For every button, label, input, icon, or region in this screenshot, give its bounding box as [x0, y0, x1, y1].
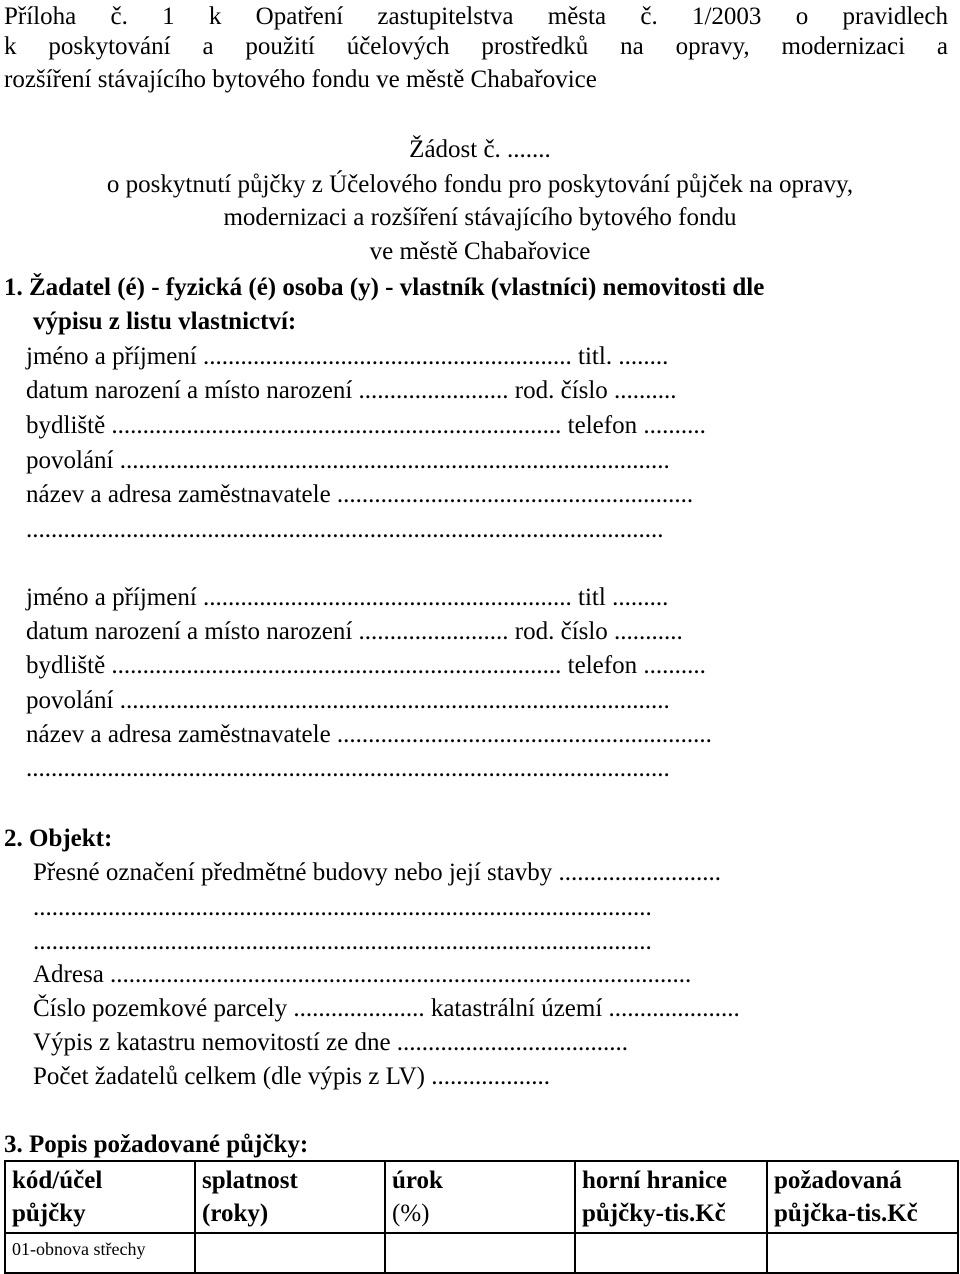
- request-number: Žádost č. .......: [409, 136, 551, 163]
- applicant-2-birth-field: datum narození a místo narození ........................ rod. číslo ...........: [26, 618, 683, 645]
- applicant-1-birth-field: datum narození a místo narození ........................ rod. číslo ..........: [26, 377, 677, 404]
- loan-table-header-row: [5, 1161, 958, 1233]
- column-header-code: kód/účel půjčky: [5, 1161, 195, 1233]
- building-field: Přesné označení předmětné budovy nebo její stavby ..........................: [33, 859, 722, 886]
- column-header-requested: požadovaná půjčka-tis.Kč: [767, 1161, 958, 1233]
- loan-table: [4, 1160, 959, 1274]
- title-line-3: ve městě Chabařovice: [369, 238, 591, 265]
- section-2-heading: 2. Objekt:: [4, 825, 113, 852]
- parcel-field: Číslo pozemkové parcely ..................... katastrální území .....................: [33, 995, 740, 1022]
- header-line-1: Příloha č. 1 k Opatření zastupitelstva města č. 1/2003 o pravidlech: [4, 3, 948, 30]
- applicant-2-employer-cont: .......................................................................................................: [26, 755, 670, 782]
- column-header-limit: horní hranice půjčky-tis.Kč: [575, 1161, 767, 1233]
- table-row: [5, 1233, 958, 1273]
- title-line-2: modernizaci a rozšíření stávajícího bytového fondu: [223, 204, 737, 231]
- column-header-term: splatnost (roky): [195, 1161, 385, 1233]
- header-line-2: k poskytování a použití účelových prostředků na opravy, modernizaci a: [4, 33, 948, 60]
- cadastre-field: Výpis z katastru nemovitostí ze dne .....................................: [33, 1029, 629, 1056]
- applicant-1-residence-field: bydliště ........................................................................ telefon ..........: [26, 412, 706, 439]
- applicant-2-occupation-field: povolání ........................................................................................: [26, 687, 670, 714]
- table-cell-interest[interactable]: [385, 1233, 575, 1273]
- table-cell-code: 01-obnova střechy: [5, 1233, 195, 1273]
- table-cell-requested[interactable]: [767, 1233, 958, 1273]
- applicant-1-occupation-field: povolání ........................................................................................: [26, 447, 670, 474]
- section-1-heading: 1. Žadatel (é) - fyzická (é) osoba (y) - vlastník (vlastníci) nemovitosti dle: [4, 274, 765, 301]
- building-field-cont-1: ...................................................................................................: [33, 894, 652, 921]
- applicants-count-field: Počet žadatelů celkem (dle výpis z LV) ...................: [33, 1063, 550, 1090]
- applicant-1-employer-cont: ......................................................................................................: [26, 516, 664, 543]
- applicant-1-name-field: jméno a příjmení ........................................................... titl. ........: [26, 343, 669, 370]
- address-field: Adresa .............................................................................................: [33, 961, 692, 988]
- header-line-3: rozšíření stávajícího bytového fondu ve městě Chabařovice: [4, 66, 597, 93]
- applicant-2-residence-field: bydliště ........................................................................ telefon ..........: [26, 652, 706, 679]
- title-line-1: o poskytnutí půjčky z Účelového fondu pro poskytování půjček na opravy,: [106, 171, 854, 198]
- column-header-interest: úrok (%): [385, 1161, 575, 1233]
- building-field-cont-2: ...................................................................................................: [33, 928, 652, 955]
- applicant-1-employer-field: název a adresa zaměstnavatele .........................................................: [26, 481, 694, 508]
- table-cell-term[interactable]: [195, 1233, 385, 1273]
- applicant-2-employer-field: název a adresa zaměstnavatele ............................................................: [26, 721, 712, 748]
- section-1-heading-cont: výpisu z listu vlastnictví:: [33, 308, 297, 335]
- applicant-2-name-field: jméno a příjmení ........................................................... titl .........: [26, 584, 669, 611]
- section-3-heading: 3. Popis požadované půjčky:: [4, 1131, 309, 1158]
- table-cell-limit[interactable]: [575, 1233, 767, 1273]
